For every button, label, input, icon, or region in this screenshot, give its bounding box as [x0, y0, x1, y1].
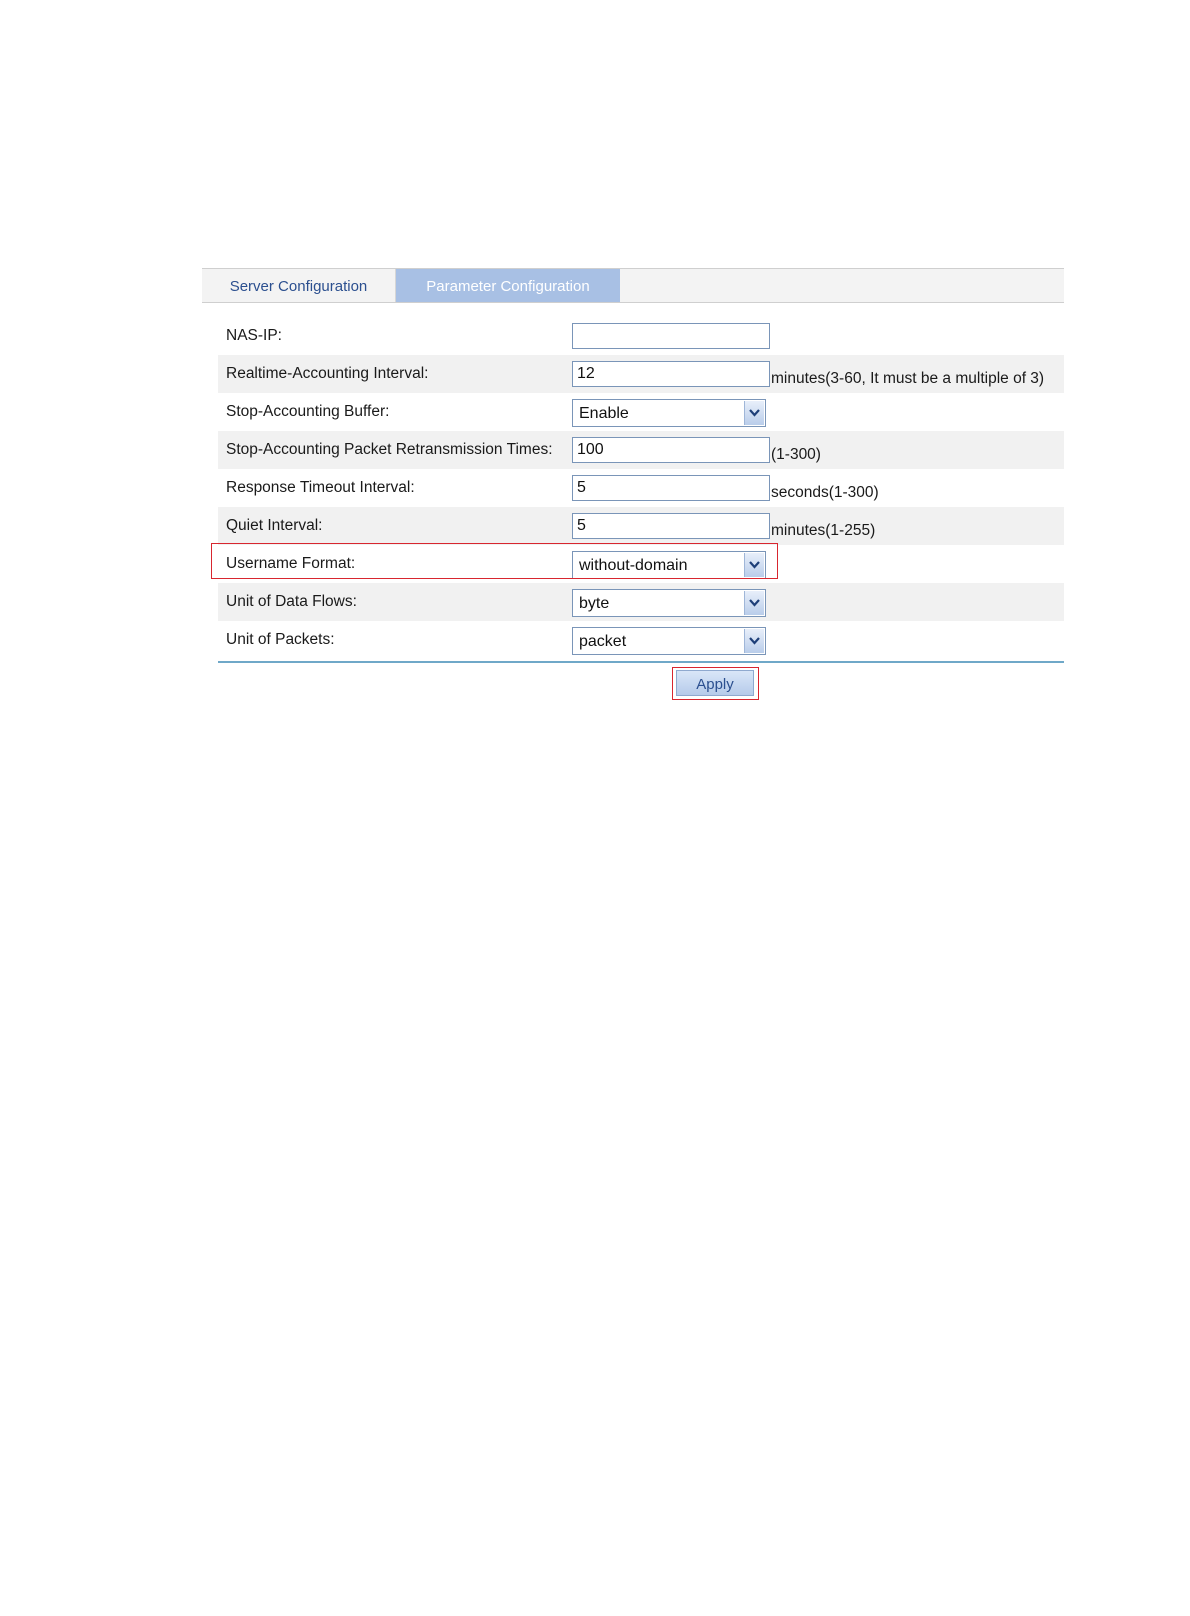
form-divider	[218, 661, 1064, 663]
quiet-interval-input[interactable]	[572, 513, 770, 539]
row-response-timeout-interval	[218, 469, 1064, 507]
parameter-form	[218, 317, 1064, 693]
row-nas-ip	[218, 317, 1064, 355]
row-realtime-accounting-interval	[218, 355, 1064, 393]
unit-of-packets-select[interactable]	[572, 627, 766, 655]
chevron-down-icon[interactable]	[744, 401, 764, 425]
username-format-select[interactable]	[572, 551, 766, 579]
response-timeout-interval-input[interactable]	[572, 475, 770, 501]
row-stop-accounting-buffer	[218, 393, 1064, 431]
realtime-accounting-interval-input[interactable]	[572, 361, 770, 387]
tab-bar	[202, 268, 1064, 303]
username-format-value: without-domain	[579, 557, 688, 574]
chevron-down-icon[interactable]	[744, 629, 764, 653]
tab-server-configuration[interactable]: Server Configuration	[202, 269, 396, 302]
packet-retransmission-times-input[interactable]	[572, 437, 770, 463]
row-unit-of-data-flows	[218, 583, 1064, 621]
config-panel	[202, 268, 1064, 693]
unit-of-packets-value: packet	[579, 633, 627, 650]
stop-accounting-buffer-value: Enable	[579, 405, 629, 422]
unit-of-packets-label: Unit of Packets:	[226, 631, 335, 648]
nas-ip-input[interactable]	[572, 323, 770, 349]
realtime-accounting-interval-label: Realtime-Accounting Interval:	[226, 365, 429, 382]
row-unit-of-packets	[218, 621, 1064, 659]
response-timeout-interval-label: Response Timeout Interval:	[226, 479, 415, 496]
stop-accounting-buffer-label: Stop-Accounting Buffer:	[226, 403, 390, 420]
tab-parameter-configuration[interactable]: Parameter Configuration	[396, 269, 620, 302]
row-packet-retransmission-times	[218, 431, 1064, 469]
quiet-interval-hint: minutes(1-255)	[771, 522, 876, 539]
unit-of-data-flows-label: Unit of Data Flows:	[226, 593, 357, 610]
packet-retransmission-times-hint: (1-300)	[771, 446, 821, 463]
apply-button[interactable]: Apply	[676, 670, 754, 696]
response-timeout-interval-hint: seconds(1-300)	[771, 484, 879, 501]
unit-of-data-flows-select[interactable]	[572, 589, 766, 617]
unit-of-data-flows-value: byte	[579, 595, 610, 612]
quiet-interval-label: Quiet Interval:	[226, 517, 323, 534]
chevron-down-icon[interactable]	[744, 553, 764, 577]
username-format-label: Username Format:	[226, 555, 356, 572]
nas-ip-label: NAS-IP:	[226, 327, 282, 344]
row-username-format	[218, 545, 1064, 583]
realtime-accounting-interval-hint: minutes(3-60, It must be a multiple of 3)	[771, 370, 1045, 387]
packet-retransmission-times-label: Stop-Accounting Packet Retransmission Times:	[226, 441, 553, 458]
row-quiet-interval	[218, 507, 1064, 545]
stop-accounting-buffer-select[interactable]	[572, 399, 766, 427]
chevron-down-icon[interactable]	[744, 591, 764, 615]
